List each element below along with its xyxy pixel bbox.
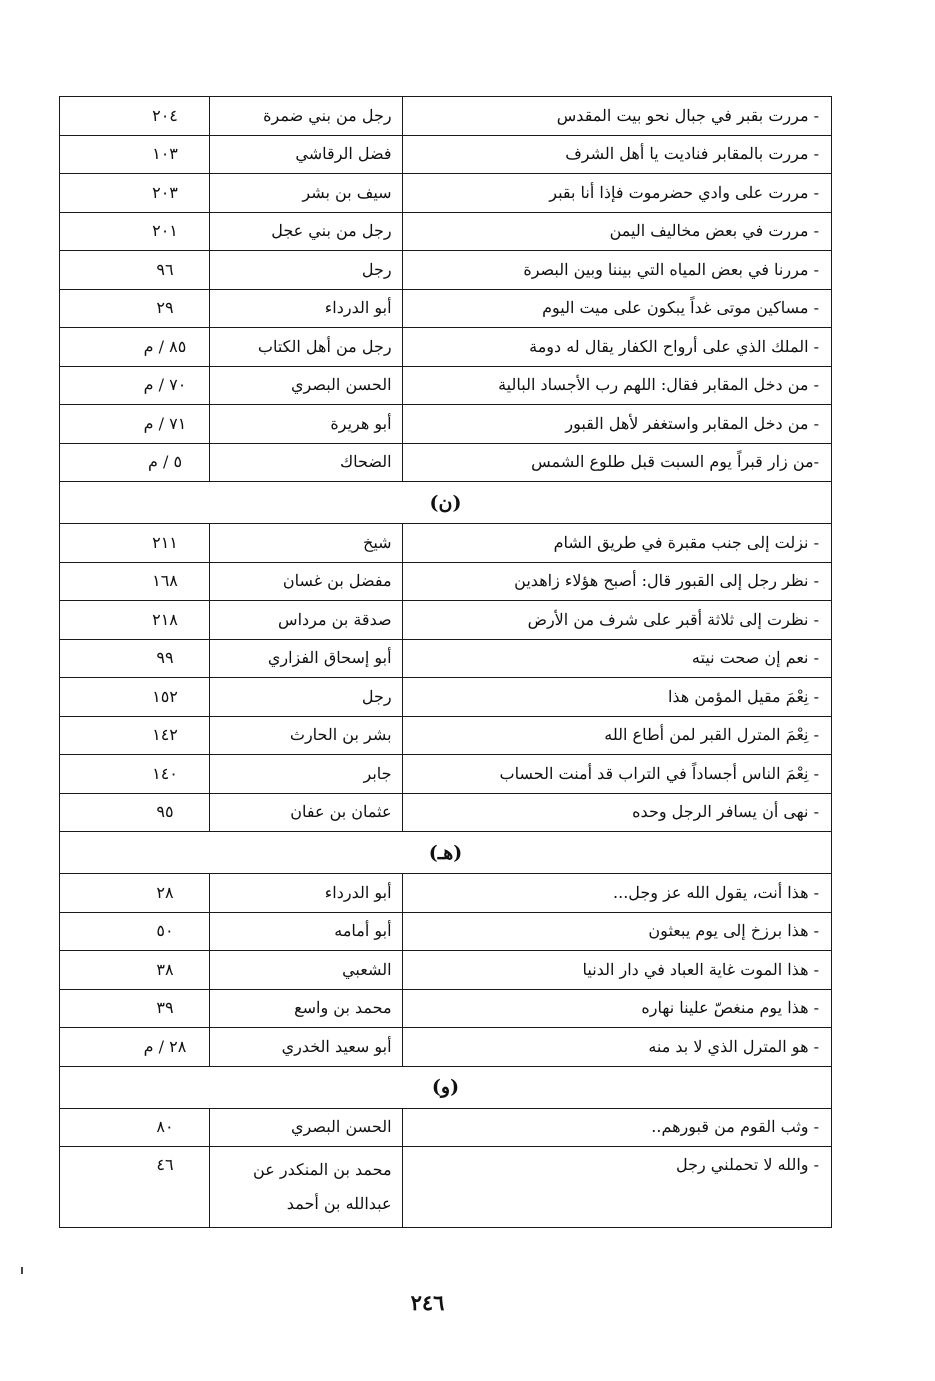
page-ref: ١٦٨ [152,571,178,591]
index-row [60,135,832,174]
page-ref-cell [60,678,210,717]
narrator-name: مفضل بن غسان [209,562,402,601]
page-ref-cell [60,289,210,328]
saying-text: - مررنا في بعض المياه التي بيننا وبين البصرة [402,251,831,290]
saying-text: - مررت بالمقابر فناديت يا أهل الشرف [402,135,831,174]
index-row [60,174,832,213]
saying-text: - الملك الذي على أرواح الكفار يقال له دومة [402,328,831,367]
section-header-row [60,832,832,874]
index-row [60,639,832,678]
narrator-name: الضحاك [209,443,402,482]
index-row [60,443,832,482]
index-table [59,96,832,1228]
index-row [60,1028,832,1067]
narrator-name: أبو إسحاق الفزاري [209,639,402,678]
narrator-name: أبو هريرة [209,405,402,444]
page-ref-cell [60,716,210,755]
page-ref: ٢٠١ [152,221,178,241]
page-ref: ٩٦ [156,259,174,279]
page-ref-cell [60,793,210,832]
page-ref: ٢٨ [156,882,174,902]
page-ref-cell [60,1108,210,1147]
page-ref: ٥٠ [156,921,174,941]
saying-text: - هو المترل الذي لا بد منه [402,1028,831,1067]
page-ref: ٢١٨ [152,609,178,629]
margin-mark [21,1267,23,1274]
page-ref-cell [60,755,210,794]
narrator-name: الشعبي [209,951,402,990]
page-ref: ٣٩ [156,998,174,1018]
narrator-name: سيف بن بشر [209,174,402,213]
page-ref: ١٠٣ [152,144,178,164]
index-row [60,524,832,563]
narrator-name: أبو سعيد الخدري [209,1028,402,1067]
narrator-name: شيخ [209,524,402,563]
narrator-name: أبو الدرداء [209,874,402,913]
page-ref: ٩٩ [156,648,174,668]
page-ref-cell [60,639,210,678]
index-row [60,405,832,444]
index-row [60,212,832,251]
saying-text: - نِعْمَ الناس أجساداً في التراب قد أمنت الحساب [402,755,831,794]
page-number: ٢٤٦ [410,1290,445,1315]
page-ref: ٥ / م [147,452,183,472]
page-ref-cell [60,405,210,444]
page-ref: ٨٥ / م [143,336,187,356]
page-ref-cell [60,912,210,951]
index-row [60,562,832,601]
index-row [60,793,832,832]
saying-text: - مساكين موتى غداً يبكون على ميت اليوم [402,289,831,328]
index-row [60,755,832,794]
page-ref-cell [60,97,210,136]
index-row [60,97,832,136]
page-ref-cell [60,601,210,640]
narrator-name: الحسن البصري [209,1108,402,1147]
narrator-name: أبو أمامه [209,912,402,951]
page-ref-cell [60,174,210,213]
index-row [60,366,832,405]
page-ref: ٤٦ [156,1155,174,1174]
narrator-name: أبو الدرداء [209,289,402,328]
page-ref: ٢١١ [152,532,178,552]
section-letter: (و) [60,1066,832,1108]
page-ref: ٢٠٣ [152,182,178,202]
narrator-name: رجل [209,678,402,717]
page-ref-cell [60,874,210,913]
page-ref-cell [60,328,210,367]
saying-text: - نظرت إلى ثلاثة أقبر على شرف من الأرض [402,601,831,640]
narrator-name: محمد بن واسع [209,989,402,1028]
index-row [60,874,832,913]
index-row [60,951,832,990]
saying-text: - مررت في بعض مخاليف اليمن [402,212,831,251]
page-ref: ٣٨ [156,959,174,979]
saying-text: - نعم إن صحت نيته [402,639,831,678]
section-letter: (ن) [60,482,832,524]
index-row [60,989,832,1028]
index-row [60,716,832,755]
narrator-name: محمد بن المنكدر عن عبدالله بن أحمد [209,1147,402,1228]
index-row [60,912,832,951]
narrator-name: رجل من أهل الكتاب [209,328,402,367]
index-row [60,328,832,367]
saying-text: - نِعْمَ المترل القبر لمن أطاع الله [402,716,831,755]
page-ref-cell [60,951,210,990]
narrator-name: فضل الرقاشي [209,135,402,174]
narrator-name: رجل [209,251,402,290]
page-ref: ١٤٢ [152,725,178,745]
index-row [60,678,832,717]
saying-text: - هذا الموت غاية العباد في دار الدنيا [402,951,831,990]
page-ref: ٢٩ [156,298,174,318]
page-ref: ٧١ / م [143,413,187,433]
saying-text: - هذا برزخ إلى يوم يبعثون [402,912,831,951]
page-ref-cell [60,562,210,601]
narrator-name: رجل من بني عجل [209,212,402,251]
section-header-row [60,482,832,524]
page-ref-cell [60,251,210,290]
index-row [60,1147,832,1228]
section-header-row [60,1066,832,1108]
saying-text: - من دخل المقابر واستغفر لأهل القبور [402,405,831,444]
page-ref-cell [60,135,210,174]
saying-text: - من دخل المقابر فقال: اللهم رب الأجساد البالية [402,366,831,405]
page-ref: ٢٨ / م [143,1036,187,1056]
page-ref-cell [60,524,210,563]
page-ref-cell [60,366,210,405]
page-ref: ٨٠ [156,1117,174,1137]
page-ref-cell [60,1147,210,1228]
page-ref-cell [60,1028,210,1067]
page-ref: ٧٠ / م [143,375,187,395]
page-ref: ٩٥ [156,802,174,822]
narrator-name: عثمان بن عفان [209,793,402,832]
index-row [60,289,832,328]
narrator-name: صدقة بن مرداس [209,601,402,640]
page-ref: ١٥٢ [152,686,178,706]
page-ref-cell [60,443,210,482]
saying-text: - نِعْمَ مقيل المؤمن هذا [402,678,831,717]
saying-text: - مررت على وادي حضرموت فإذا أنا بقبر [402,174,831,213]
section-letter: (هـ) [60,832,832,874]
index-row [60,601,832,640]
saying-text: - مررت بقبر في جبال نحو بيت المقدس [402,97,831,136]
saying-text: -من زار قبراً يوم السبت قبل طلوع الشمس [402,443,831,482]
narrator-name: بشر بن الحارث [209,716,402,755]
saying-text: - وثب القوم من قبورهم.. [402,1108,831,1147]
saying-text: - نظر رجل إلى القبور قال: أصبح هؤلاء زاهدين [402,562,831,601]
saying-text: - نهى أن يسافر الرجل وحده [402,793,831,832]
narrator-name: جابر [209,755,402,794]
saying-text: - نزلت إلى جنب مقبرة في طريق الشام [402,524,831,563]
saying-text: - والله لا تحملني رجل [402,1147,831,1228]
saying-text: - هذا يوم منغصّ علينا نهاره [402,989,831,1028]
saying-text: - هذا أنت، يقول الله عز وجل... [402,874,831,913]
narrator-name: الحسن البصري [209,366,402,405]
page-ref: ٢٠٤ [152,105,178,125]
index-row [60,1108,832,1147]
page-ref-cell [60,989,210,1028]
page-ref: ١٤٠ [152,763,178,783]
narrator-name: رجل من بني ضمرة [209,97,402,136]
index-table-body [60,97,832,1228]
index-row [60,251,832,290]
page-ref-cell [60,212,210,251]
